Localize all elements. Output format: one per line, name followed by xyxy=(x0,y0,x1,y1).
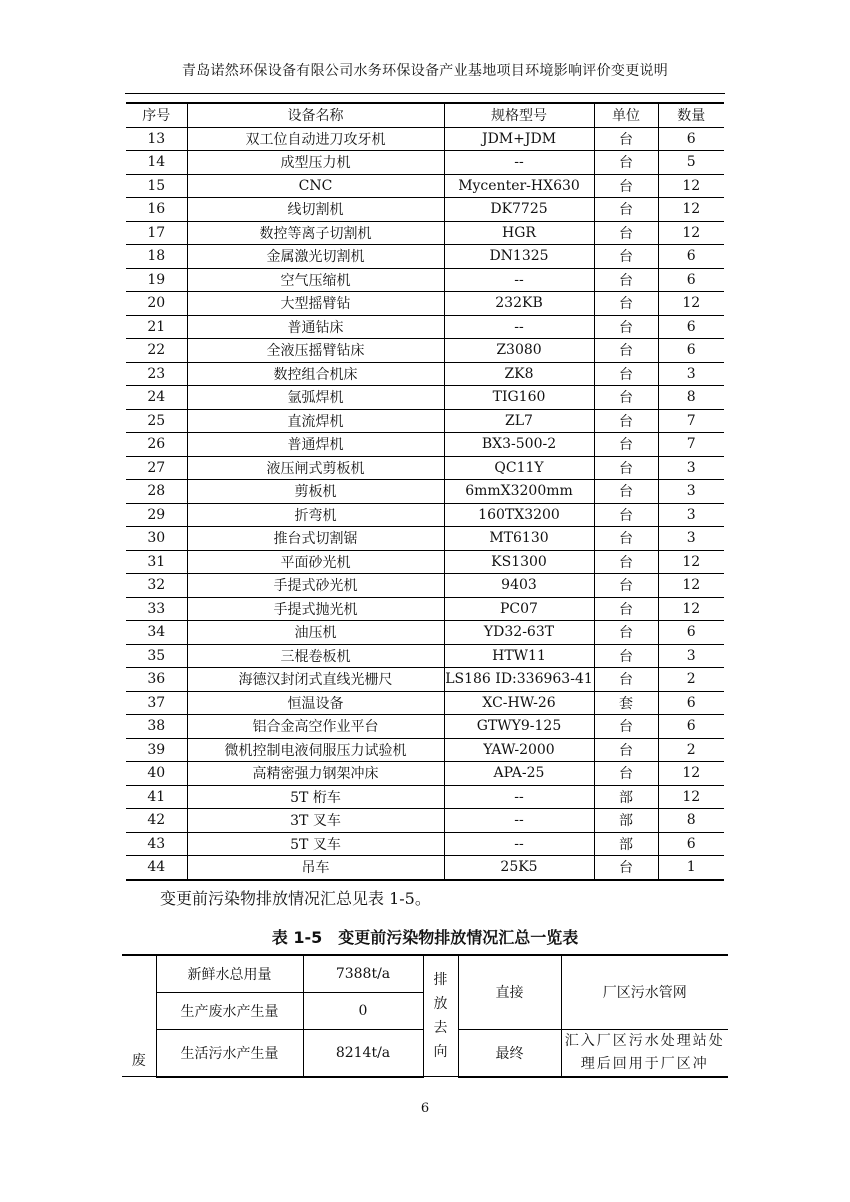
item-value: 7388t/a xyxy=(303,955,423,992)
table-row xyxy=(126,691,724,715)
cell-quantity: 3 xyxy=(658,480,724,504)
table-row xyxy=(126,856,724,880)
cell-quantity: 6 xyxy=(658,245,724,269)
cell-model-spec: HTW11 xyxy=(444,644,594,668)
cell-row-number: 39 xyxy=(126,738,187,762)
cell-model-spec: DN1325 xyxy=(444,245,594,269)
running-header: 青岛诺然环保设备有限公司水务环保设备产业基地项目环境影响评价变更说明 xyxy=(181,63,669,79)
cell-equipment-name: 5T 桁车 xyxy=(187,785,444,809)
cell-quantity: 12 xyxy=(658,198,724,222)
table-row xyxy=(126,527,724,551)
final-value: 汇入厂区污水处理站处理后回用于厂区冲 xyxy=(561,1029,728,1077)
cell-row-number: 22 xyxy=(126,339,187,363)
cell-quantity: 12 xyxy=(658,574,724,598)
cell-row-number: 43 xyxy=(126,832,187,856)
cell-model-spec: PC07 xyxy=(444,597,594,621)
cell-unit: 台 xyxy=(594,527,658,551)
cell-equipment-name: 微机控制电液伺服压力试验机 xyxy=(187,738,444,762)
cell-equipment-name: 推台式切割锯 xyxy=(187,527,444,551)
direct-label: 直接 xyxy=(458,955,561,1029)
cell-quantity: 2 xyxy=(658,668,724,692)
cell-unit: 台 xyxy=(594,315,658,339)
cell-row-number: 40 xyxy=(126,762,187,786)
cell-unit: 台 xyxy=(594,198,658,222)
direct-value: 厂区污水管网 xyxy=(561,955,728,1029)
cell-row-number: 41 xyxy=(126,785,187,809)
table-row xyxy=(126,785,724,809)
cell-row-number: 17 xyxy=(126,221,187,245)
header-quantity: 数量 xyxy=(658,103,724,127)
cell-equipment-name: 液压闸式剪板机 xyxy=(187,456,444,480)
cell-unit: 台 xyxy=(594,738,658,762)
cell-row-number: 20 xyxy=(126,292,187,316)
cell-quantity: 2 xyxy=(658,738,724,762)
cell-model-spec: BX3-500-2 xyxy=(444,433,594,457)
cell-row-number: 15 xyxy=(126,174,187,198)
cell-quantity: 12 xyxy=(658,597,724,621)
cell-row-number: 14 xyxy=(126,151,187,175)
table-row xyxy=(126,292,724,316)
cell-unit: 台 xyxy=(594,362,658,386)
cell-equipment-name: 数控组合机床 xyxy=(187,362,444,386)
cell-quantity: 6 xyxy=(658,268,724,292)
cell-row-number: 27 xyxy=(126,456,187,480)
cell-unit: 台 xyxy=(594,480,658,504)
cell-unit: 部 xyxy=(594,809,658,833)
cell-quantity: 12 xyxy=(658,550,724,574)
cell-row-number: 33 xyxy=(126,597,187,621)
cell-model-spec: 25K5 xyxy=(444,856,594,880)
cell-row-number: 29 xyxy=(126,503,187,527)
cell-equipment-name: 平面砂光机 xyxy=(187,550,444,574)
cell-unit: 台 xyxy=(594,715,658,739)
cell-equipment-name: 折弯机 xyxy=(187,503,444,527)
cell-unit: 台 xyxy=(594,268,658,292)
cell-unit: 套 xyxy=(594,691,658,715)
destination-char: 排 xyxy=(433,972,448,988)
cell-unit: 台 xyxy=(594,644,658,668)
cell-row-number: 23 xyxy=(126,362,187,386)
header-model-spec: 规格型号 xyxy=(444,103,594,127)
cell-row-number: 24 xyxy=(126,386,187,410)
cell-quantity: 3 xyxy=(658,362,724,386)
table-row xyxy=(126,315,724,339)
cell-row-number: 42 xyxy=(126,809,187,833)
cell-row-number: 35 xyxy=(126,644,187,668)
cell-equipment-name: 普通钻床 xyxy=(187,315,444,339)
cell-unit: 台 xyxy=(594,245,658,269)
table-row xyxy=(126,174,724,198)
page-number: 6 xyxy=(420,1101,430,1116)
table-row xyxy=(126,480,724,504)
cell-equipment-name: 油压机 xyxy=(187,621,444,645)
table-row xyxy=(126,151,724,175)
summary-paragraph: 变更前污染物排放情况汇总见表 1-5。 xyxy=(160,889,431,908)
cell-unit: 部 xyxy=(594,832,658,856)
equipment-table-body xyxy=(126,103,724,880)
table-row xyxy=(126,433,724,457)
pollution-table xyxy=(122,954,728,1078)
item-label: 新鲜水总用量 xyxy=(156,955,303,992)
cell-model-spec: 232KB xyxy=(444,292,594,316)
destination-char: 向 xyxy=(433,1044,448,1060)
cell-model-spec: APA-25 xyxy=(444,762,594,786)
cell-quantity: 6 xyxy=(658,715,724,739)
cell-equipment-name: 高精密强力钢架冲床 xyxy=(187,762,444,786)
header-rule xyxy=(125,93,725,94)
table-row xyxy=(126,127,724,151)
cell-equipment-name: 线切割机 xyxy=(187,198,444,222)
table-row xyxy=(126,738,724,762)
cell-row-number: 19 xyxy=(126,268,187,292)
table-row xyxy=(126,550,724,574)
cell-model-spec: KS1300 xyxy=(444,550,594,574)
cell-row-number: 26 xyxy=(126,433,187,457)
table-row xyxy=(126,668,724,692)
cell-model-spec: MT6130 xyxy=(444,527,594,551)
cell-unit: 台 xyxy=(594,151,658,175)
cell-row-number: 30 xyxy=(126,527,187,551)
table-row xyxy=(126,456,724,480)
item-value: 0 xyxy=(303,992,423,1029)
cell-model-spec: JDM+JDM xyxy=(444,127,594,151)
cell-quantity: 3 xyxy=(658,503,724,527)
cell-quantity: 7 xyxy=(658,409,724,433)
table-row xyxy=(126,832,724,856)
cell-row-number: 38 xyxy=(126,715,187,739)
cell-quantity: 8 xyxy=(658,386,724,410)
cell-row-number: 37 xyxy=(126,691,187,715)
table-row xyxy=(126,245,724,269)
cell-model-spec: TIG160 xyxy=(444,386,594,410)
cell-row-number: 36 xyxy=(126,668,187,692)
table-row xyxy=(126,503,724,527)
table-caption xyxy=(0,925,850,948)
cell-model-spec: -- xyxy=(444,151,594,175)
cell-unit: 台 xyxy=(594,762,658,786)
cell-unit: 台 xyxy=(594,668,658,692)
table-row xyxy=(126,268,724,292)
table-caption-number: 表 1-5 xyxy=(271,928,323,947)
item-value: 8214t/a xyxy=(303,1029,423,1077)
cell-quantity: 12 xyxy=(658,785,724,809)
cell-unit: 台 xyxy=(594,597,658,621)
cell-quantity: 12 xyxy=(658,292,724,316)
cell-equipment-name: 海德汉封闭式直线光栅尺 xyxy=(187,668,444,692)
cell-equipment-name: 直流焊机 xyxy=(187,409,444,433)
cell-row-number: 13 xyxy=(126,127,187,151)
cell-model-spec: -- xyxy=(444,785,594,809)
cell-row-number: 31 xyxy=(126,550,187,574)
equipment-table-header xyxy=(126,103,724,127)
cell-quantity: 6 xyxy=(658,832,724,856)
cell-quantity: 12 xyxy=(658,174,724,198)
cell-unit: 台 xyxy=(594,292,658,316)
cell-equipment-name: 金属激光切割机 xyxy=(187,245,444,269)
cell-equipment-name: 大型摇臂钻 xyxy=(187,292,444,316)
cell-unit: 台 xyxy=(594,339,658,363)
destination-char: 去 xyxy=(433,1020,448,1036)
cell-model-spec: -- xyxy=(444,268,594,292)
item-label: 生产废水产生量 xyxy=(156,992,303,1029)
cell-unit: 台 xyxy=(594,127,658,151)
cell-equipment-name: 剪板机 xyxy=(187,480,444,504)
cell-equipment-name: 铝合金高空作业平台 xyxy=(187,715,444,739)
cell-equipment-name: 三棍卷板机 xyxy=(187,644,444,668)
cell-quantity: 8 xyxy=(658,809,724,833)
cell-equipment-name: 普通焊机 xyxy=(187,433,444,457)
cell-quantity: 3 xyxy=(658,456,724,480)
table-row xyxy=(126,597,724,621)
cell-row-number: 21 xyxy=(126,315,187,339)
table-row xyxy=(126,198,724,222)
header-row-number: 序号 xyxy=(126,103,187,127)
table-row xyxy=(126,386,724,410)
cell-quantity: 6 xyxy=(658,621,724,645)
cell-model-spec: YD32-63T xyxy=(444,621,594,645)
table-caption-title: 变更前污染物排放情况汇总一览表 xyxy=(338,928,579,947)
cell-unit: 台 xyxy=(594,856,658,880)
cell-equipment-name: 手提式砂光机 xyxy=(187,574,444,598)
table-row xyxy=(126,362,724,386)
cell-model-spec: DK7725 xyxy=(444,198,594,222)
cell-row-number: 32 xyxy=(126,574,187,598)
cell-equipment-name: 手提式抛光机 xyxy=(187,597,444,621)
cell-model-spec: YAW-2000 xyxy=(444,738,594,762)
cell-row-number: 18 xyxy=(126,245,187,269)
item-label: 生活污水产生量 xyxy=(156,1029,303,1077)
cell-row-number: 16 xyxy=(126,198,187,222)
cell-quantity: 6 xyxy=(658,339,724,363)
cell-unit: 台 xyxy=(594,503,658,527)
table-row xyxy=(126,621,724,645)
cell-row-number: 28 xyxy=(126,480,187,504)
cell-model-spec: ZL7 xyxy=(444,409,594,433)
cell-row-number: 25 xyxy=(126,409,187,433)
cell-row-number: 34 xyxy=(126,621,187,645)
equipment-table xyxy=(126,102,724,881)
pollution-row-1 xyxy=(122,955,728,992)
cell-model-spec: 160TX3200 xyxy=(444,503,594,527)
cell-quantity: 7 xyxy=(658,433,724,457)
cell-quantity: 1 xyxy=(658,856,724,880)
cell-unit: 台 xyxy=(594,456,658,480)
cell-model-spec: -- xyxy=(444,315,594,339)
cell-quantity: 6 xyxy=(658,315,724,339)
cell-model-spec: LS186 ID:336963-41 xyxy=(444,668,594,692)
cell-model-spec: ZK8 xyxy=(444,362,594,386)
cell-model-spec: GTWY9-125 xyxy=(444,715,594,739)
cell-model-spec: Z3080 xyxy=(444,339,594,363)
cell-unit: 台 xyxy=(594,221,658,245)
cell-unit: 台 xyxy=(594,433,658,457)
cell-unit: 部 xyxy=(594,785,658,809)
cell-model-spec: -- xyxy=(444,809,594,833)
cell-model-spec: Mycenter-HX630 xyxy=(444,174,594,198)
cell-equipment-name: 吊车 xyxy=(187,856,444,880)
cell-model-spec: 9403 xyxy=(444,574,594,598)
table-row xyxy=(126,644,724,668)
cell-row-number: 44 xyxy=(126,856,187,880)
cell-equipment-name: 双工位自动进刀攻牙机 xyxy=(187,127,444,151)
header-equipment-name: 设备名称 xyxy=(187,103,444,127)
cell-equipment-name: 3T 叉车 xyxy=(187,809,444,833)
cell-quantity: 12 xyxy=(658,762,724,786)
cell-equipment-name: 氩弧焊机 xyxy=(187,386,444,410)
category-cell: 废 xyxy=(122,955,156,1077)
cell-quantity: 3 xyxy=(658,644,724,668)
cell-model-spec: HGR xyxy=(444,221,594,245)
table-row xyxy=(126,574,724,598)
cell-equipment-name: 数控等离子切割机 xyxy=(187,221,444,245)
table-row xyxy=(126,715,724,739)
final-label: 最终 xyxy=(458,1029,561,1077)
cell-quantity: 6 xyxy=(658,127,724,151)
table-row xyxy=(126,762,724,786)
cell-quantity: 3 xyxy=(658,527,724,551)
cell-quantity: 5 xyxy=(658,151,724,175)
cell-unit: 台 xyxy=(594,621,658,645)
header-unit: 单位 xyxy=(594,103,658,127)
destination-label-cell xyxy=(423,955,458,1077)
cell-unit: 台 xyxy=(594,386,658,410)
destination-char: 放 xyxy=(433,996,448,1012)
cell-model-spec: 6mmX3200mm xyxy=(444,480,594,504)
cell-unit: 台 xyxy=(594,174,658,198)
table-row xyxy=(126,339,724,363)
cell-equipment-name: 空气压缩机 xyxy=(187,268,444,292)
cell-unit: 台 xyxy=(594,409,658,433)
cell-equipment-name: CNC xyxy=(187,174,444,198)
cell-equipment-name: 恒温设备 xyxy=(187,691,444,715)
cell-unit: 台 xyxy=(594,574,658,598)
table-row xyxy=(126,809,724,833)
cell-quantity: 12 xyxy=(658,221,724,245)
cell-model-spec: XC-HW-26 xyxy=(444,691,594,715)
cell-model-spec: QC11Y xyxy=(444,456,594,480)
cell-model-spec: -- xyxy=(444,832,594,856)
cell-equipment-name: 5T 叉车 xyxy=(187,832,444,856)
cell-unit: 台 xyxy=(594,550,658,574)
cell-equipment-name: 成型压力机 xyxy=(187,151,444,175)
table-row xyxy=(126,409,724,433)
table-row xyxy=(126,221,724,245)
cell-quantity: 6 xyxy=(658,691,724,715)
cell-equipment-name: 全液压摇臂钻床 xyxy=(187,339,444,363)
